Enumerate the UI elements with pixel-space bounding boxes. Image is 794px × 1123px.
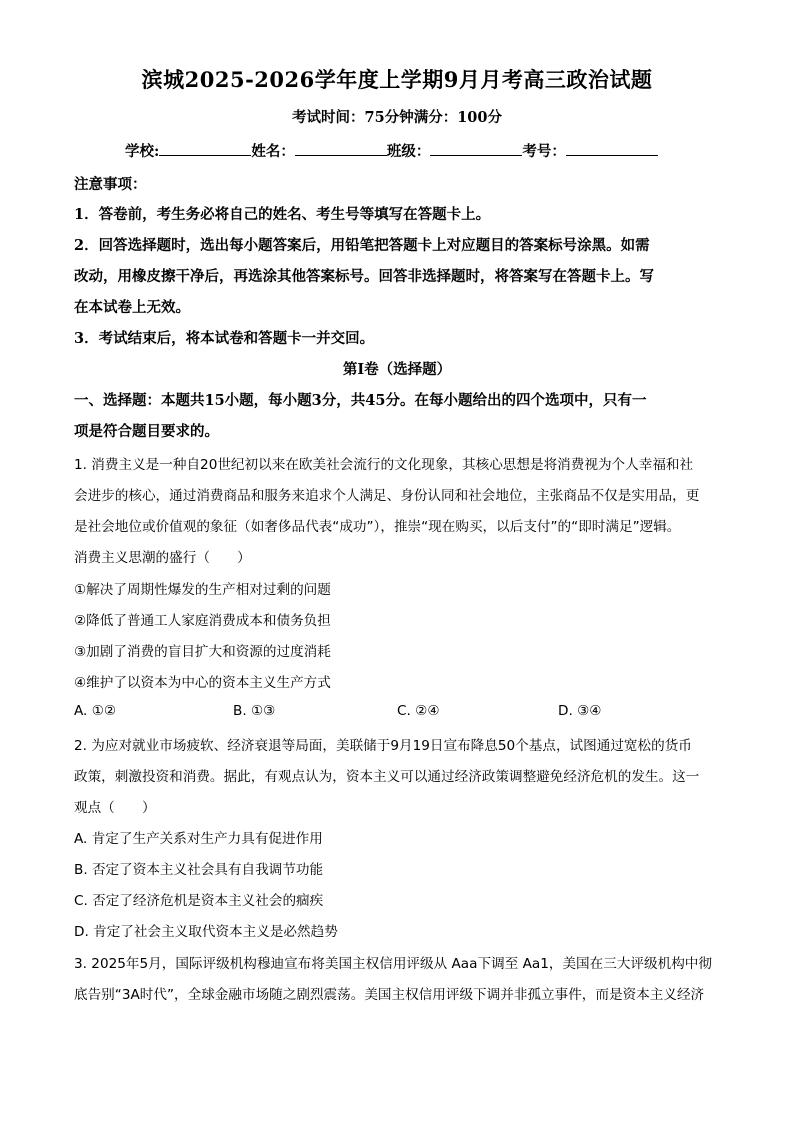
class-blank (430, 141, 522, 156)
q1-statement-1: ①解决了周期性爆发的生产相对过剩的问题 (74, 582, 331, 598)
exam-time-info: 考试时间：75分钟满分：100分 (292, 109, 502, 126)
exam-no-label: 考号： (522, 143, 566, 160)
q2-option-c: C. 否定了经济危机是资本主义社会的痼疾 (74, 893, 324, 909)
notice-item-2-line-1: 2．回答选择题时，选出每小题答案后，用铅笔把答题卡上对应题目的答案标号涂黑。如需 (74, 237, 650, 254)
q2-option-d: D. 肯定了社会主义取代资本主义是必然趋势 (74, 924, 338, 940)
q1-option-a: A. ①② (74, 703, 117, 719)
q1-option-d: D. ③④ (558, 703, 602, 719)
section-title: 第Ⅰ卷（选择题） (342, 361, 452, 378)
q1-statement-3: ③加剧了消费的盲目扩大和资源的过度消耗 (74, 644, 331, 660)
q3-stem-line-1: 3. 2025年5月，国际评级机构穆迪宣布将美国主权信用评级从 Aaa下调至 Aa1，美国在三大评级机构中彻 (74, 956, 712, 972)
q1-stem-line-2: 会进步的核心，通过消费商品和服务来追求个人满足、身份认同和社会地位，主张商品不仅是实用品，更 (74, 488, 700, 504)
notice-item-2-line-3: 在本试卷上无效。 (74, 299, 190, 316)
q2-stem-line-1: 2. 为应对就业市场疲软、经济衰退等局面，美联储于9月19日宣布降息50个基点，试图通过宽松的货币 (74, 738, 692, 754)
school-label: 学校: (125, 143, 160, 160)
name-blank (295, 141, 387, 156)
q2-option-a: A. 肯定了生产关系对生产力具有促进作用 (74, 831, 323, 847)
q2-option-b: B. 否定了资本主义社会具有自我调节功能 (74, 862, 324, 878)
class-label: 班级： (386, 143, 431, 160)
q1-statement-2: ②降低了普通工人家庭消费成本和债务负担 (74, 613, 331, 629)
section-intro-line-2: 项是符合题目要求的。 (74, 423, 219, 440)
notice-heading: 注意事项： (74, 176, 147, 193)
q1-option-b: B. ①③ (233, 703, 276, 719)
q1-statement-4: ④维护了以资本为中心的资本主义生产方式 (74, 675, 331, 691)
q1-stem-line-4: 消费主义思潮的盛行（ ） (74, 550, 251, 566)
student-info-row (125, 140, 658, 161)
q2-stem-line-3: 观点（ ） (74, 800, 156, 816)
name-label: 姓名： (251, 143, 295, 160)
q1-option-c: C. ②④ (397, 703, 440, 719)
notice-item-1: 1．答卷前，考生务必将自己的姓名、考生号等填写在答题卡上。 (74, 206, 491, 223)
q1-stem-line-1: 1. 消费主义是一种自20世纪初以来在欧美社会流行的文化现象，其核心思想是将消费视为个人幸福和社 (74, 457, 694, 473)
notice-item-3: 3．考试结束后，将本试卷和答题卡一并交回。 (74, 330, 375, 347)
exam-no-blank (566, 141, 658, 156)
q1-stem-line-3: 是社会地位或价值观的象征（如奢侈品代表“成功”），推崇“现在购买，以后支付”的“即时满足”逻辑。 (74, 519, 681, 535)
exam-title: 滨城2025-2026学年度上学期9月月考高三政治试题 (141, 67, 653, 92)
school-blank (159, 141, 251, 156)
section-intro-line-1: 一、选择题：本题共15小题，每小题3分，共45分。在每小题给出的四个选项中，只有一 (74, 392, 647, 409)
q2-stem-line-2: 政策，刺激投资和消费。据此，有观点认为，资本主义可以通过经济政策调整避免经济危机的发生。这一 (74, 769, 700, 785)
q3-stem-line-2: 底告别“3A时代”，全球金融市场随之剧烈震荡。美国主权信用评级下调并非孤立事件，而是资本主义经济 (74, 987, 705, 1003)
notice-item-2-line-2: 改动，用橡皮擦干净后，再选涂其他答案标号。回答非选择题时，将答案写在答题卡上。写 (74, 268, 654, 285)
